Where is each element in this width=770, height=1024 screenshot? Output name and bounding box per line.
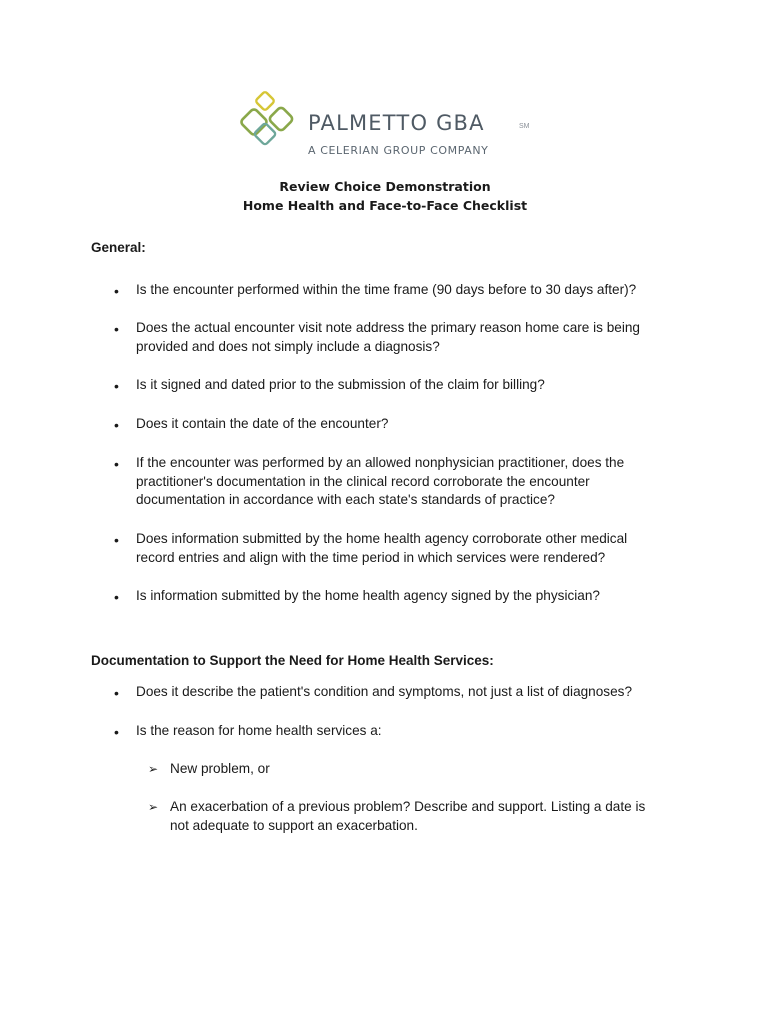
checklist-item: Does it describe the patient's condition and symptoms, not just a list of diagnoses? <box>136 684 633 699</box>
checklist-item: Is it signed and dated prior to the submission of the claim for billing? <box>136 377 545 392</box>
bullet-icon: • <box>114 589 119 605</box>
arrow-bullet-icon: ➢ <box>148 800 159 814</box>
checklist-item: Is the reason for home health services a: <box>136 723 382 738</box>
checklist-subitem: An exacerbation of a previous problem? Describe and support. Listing a date is not adequate to support an exacerbation. <box>170 799 646 833</box>
bullet-icon: • <box>114 456 119 472</box>
document-subtitle: Home Health and Face-to-Face Checklist <box>242 198 528 213</box>
checklist-item: Does information submitted by the home health agency corroborate other medical record entries and align with the time period in which services were rendered? <box>136 531 628 565</box>
bullet-icon: • <box>114 378 119 394</box>
checklist-item: Is information submitted by the home health agency signed by the physician? <box>136 588 600 603</box>
bullet-icon: • <box>114 283 119 299</box>
bullet-icon: • <box>114 685 119 701</box>
palmetto-diamond-logo-icon <box>238 90 304 156</box>
checklist-subitem: New problem, or <box>170 761 270 776</box>
bullet-icon: • <box>114 532 119 548</box>
bullet-icon: • <box>114 724 119 740</box>
section-heading-documentation: Documentation to Support the Need for Home Health Services: <box>91 653 494 668</box>
service-mark: SM <box>519 123 530 130</box>
palmetto-gba-logo <box>238 90 538 160</box>
checklist-item: Does it contain the date of the encounter? <box>136 416 389 431</box>
arrow-bullet-icon: ➢ <box>148 762 159 776</box>
section-heading-general: General: <box>91 240 146 255</box>
brand-tagline: A CELERIAN GROUP COMPANY <box>308 144 489 157</box>
checklist-item: Does the actual encounter visit note address the primary reason home care is being provided and does not simply include a diagnosis? <box>136 320 640 354</box>
checklist-item: Is the encounter performed within the time frame (90 days before to 30 days after)? <box>136 282 637 297</box>
brand-name: PALMETTO GBA <box>308 111 485 135</box>
document-title: Review Choice Demonstration <box>279 179 491 194</box>
bullet-icon: • <box>114 321 119 337</box>
checklist-item: If the encounter was performed by an allowed nonphysician practitioner, does the practitioner's documentation in the clinical record corroborate the encounter documentation in accordance with each state's standards of practice? <box>136 455 625 508</box>
bullet-icon: • <box>114 417 119 433</box>
